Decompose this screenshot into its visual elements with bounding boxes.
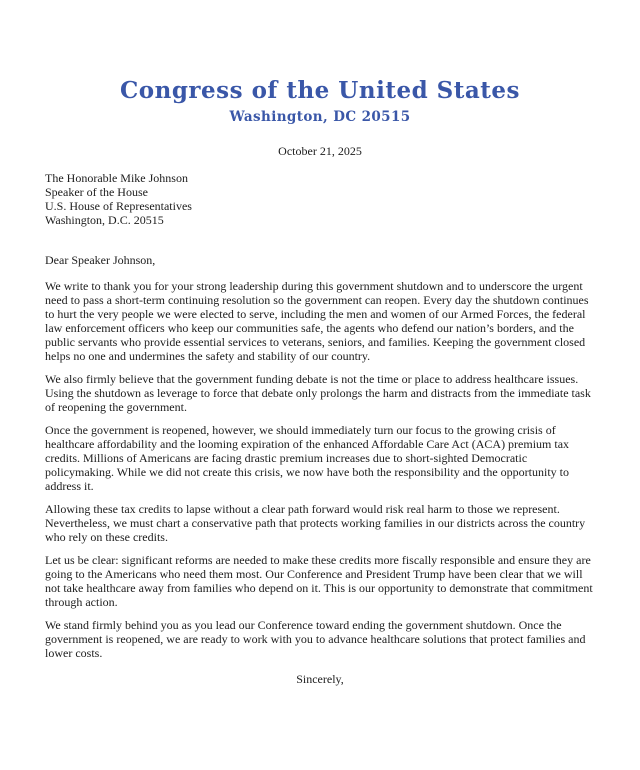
recipient-address <box>45 171 595 227</box>
body-paragraph-4: Allowing these tax credits to lapse without a clear path forward would risk real harm to those we represent. Nevertheless, we must chart a conservative path that protects working families in our districts across the country who rely on these credits. <box>45 502 586 544</box>
letterhead <box>45 78 595 125</box>
letterhead-subtitle: Washington, DC 20515 <box>229 109 411 125</box>
recipient-line-name: The Honorable Mike Johnson <box>45 171 188 185</box>
body-paragraph-6: We stand firmly behind you as you lead our Conference toward ending the government shutdown. Once the government is reopened, we are ready to work with you to advance healthcare solutions that protect families and lower costs. <box>45 618 586 660</box>
body-paragraph-2: We also firmly believe that the government funding debate is not the time or place to address healthcare issues. Using the shutdown as leverage to force that debate only prolongs the harm and distracts from the immediate task of reopening the government. <box>45 372 591 414</box>
salutation: Dear Speaker Johnson, <box>45 253 156 267</box>
closing: Sincerely, <box>296 672 344 686</box>
body-paragraph-1: We write to thank you for your strong leadership during this government shutdown and to underscore the urgent need to pass a short-term continuing resolution so the government can reopen. Every day the shutdown continues to hurt the very people we were elected to serve, including the men and women of our Armed Forces, the federal law enforcement officers who keep our communities safe, the agents who defend our nation’s borders, and the public servants who provide essential services to veterans, seniors, and families. Keeping the government closed helps no one and undermines the safety and stability of our country. <box>45 279 589 363</box>
body-paragraph-5: Let us be clear: significant reforms are needed to make these credits more fiscally responsible and ensure they are going to the Americans who need them most. Our Conference and President Trump have been clear that we will not take healthcare away from families who depend on it. This is our opportunity to demonstrate that commitment through action. <box>45 553 593 609</box>
date-line: October 21, 2025 <box>278 144 362 158</box>
letter-body <box>45 279 595 660</box>
recipient-line-institution: U.S. House of Representatives <box>45 199 192 213</box>
recipient-line-city: Washington, D.C. 20515 <box>45 213 164 227</box>
recipient-line-title: Speaker of the House <box>45 185 148 199</box>
letterhead-title: Congress of the United States <box>119 77 521 104</box>
body-paragraph-3: Once the government is reopened, however, we should immediately turn our focus to the growing crisis of healthcare affordability and the looming expiration of the enhanced Affordable Care Act (ACA) premium tax credits. Millions of Americans are facing drastic premium increases due to short-sighted Democratic policymaking. While we did not create this crisis, we now have both the responsibility and the opportunity to address it. <box>45 423 570 493</box>
